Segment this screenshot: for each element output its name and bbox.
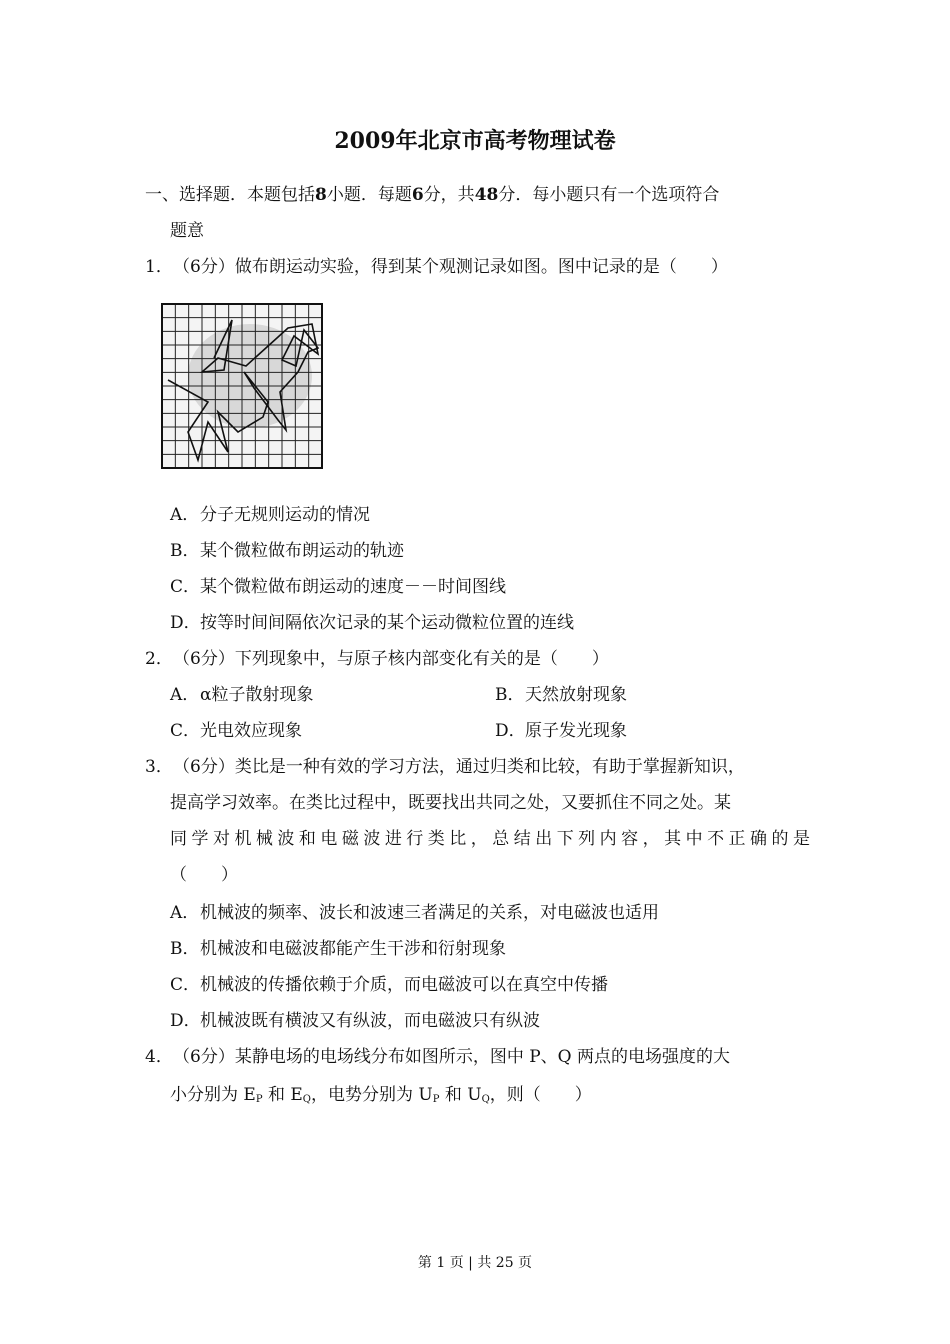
section-heading-cont: 题意 xyxy=(170,221,204,241)
section-text: 一、选择题．本题包括 xyxy=(145,185,315,205)
q1-option-d xyxy=(170,608,574,633)
section-points: 6 xyxy=(411,185,424,205)
option-text: 分子无规则运动的情况 xyxy=(200,505,370,525)
option-letter: D． xyxy=(170,1011,201,1031)
question-number: 1． xyxy=(145,257,173,277)
question-number: 4． xyxy=(145,1047,173,1067)
option-text: 某个微粒做布朗运动的轨迹 xyxy=(200,541,404,561)
q3-option-b xyxy=(170,934,506,959)
question-1 xyxy=(145,252,728,277)
q1-option-b xyxy=(170,536,404,561)
section-text: 分，共 xyxy=(423,185,475,205)
subscript: P xyxy=(255,1094,263,1105)
q2-option-c xyxy=(170,716,302,741)
q2-option-a xyxy=(170,680,313,705)
section-heading xyxy=(145,180,719,205)
option-text: 机械波的传播依赖于介质，而电磁波可以在真空中传播 xyxy=(200,975,608,995)
question-text: 和 E xyxy=(262,1085,303,1105)
option-text: 原子发光现象 xyxy=(525,721,627,741)
option-letter: B． xyxy=(170,939,200,959)
q2-option-d xyxy=(495,716,627,741)
question-text: （6分）下列现象中，与原子核内部变化有关的是（ ） xyxy=(173,649,609,669)
section-count: 8 xyxy=(315,185,327,205)
option-text: α粒子散射现象 xyxy=(200,685,314,705)
question-3-line-2: 提高学习效率。在类比过程中，既要找出共同之处，又要抓住不同之处。某 xyxy=(170,793,731,813)
option-letter: B． xyxy=(495,685,525,705)
subscript: P xyxy=(432,1094,440,1105)
q3-option-d xyxy=(170,1006,540,1031)
option-letter: A． xyxy=(170,903,200,923)
question-text: 小分别为 E xyxy=(170,1085,256,1105)
option-text: 光电效应现象 xyxy=(200,721,302,741)
question-text: 和 U xyxy=(439,1085,482,1105)
section-text: 小题．每题 xyxy=(326,185,412,205)
option-text: 机械波的频率、波长和波速三者满足的关系，对电磁波也适用 xyxy=(200,903,659,923)
option-text: 机械波和电磁波都能产生干涉和衍射现象 xyxy=(200,939,506,959)
option-letter: C． xyxy=(170,721,201,741)
question-3-line-3 xyxy=(170,824,810,849)
subscript: Q xyxy=(481,1094,490,1105)
question-text: ，则（ ） xyxy=(489,1085,592,1105)
question-text: （6分）某静电场的电场线分布如图所示，图中 P、Q 两点的电场强度的大 xyxy=(173,1047,730,1067)
question-3 xyxy=(145,752,745,777)
q2-option-b xyxy=(495,680,627,705)
question-4-line-2 xyxy=(170,1080,592,1105)
option-letter: B． xyxy=(170,541,200,561)
q3-option-c xyxy=(170,970,608,995)
option-letter: C． xyxy=(170,975,201,995)
option-text: 按等时间间隔依次记录的某个运动微粒位置的连线 xyxy=(200,613,574,633)
q3-option-a xyxy=(170,898,659,923)
question-number: 2． xyxy=(145,649,173,669)
option-letter: D． xyxy=(495,721,526,741)
option-text: 某个微粒做布朗运动的速度－－时间图线 xyxy=(200,577,506,597)
option-letter: C． xyxy=(170,577,201,597)
page-title: 2009年北京市高考物理试卷 xyxy=(334,128,616,154)
brownian-motion-figure xyxy=(158,302,326,472)
option-text: 天然放射现象 xyxy=(525,685,627,705)
option-letter: A． xyxy=(170,505,200,525)
question-3-line-4: （ ） xyxy=(170,865,238,885)
q1-option-c xyxy=(170,572,506,597)
q1-option-a xyxy=(170,500,370,525)
question-text: 同学对机械波和电磁波进行类比，总结出下列内容，其中不正确的是 xyxy=(170,829,810,849)
question-2 xyxy=(145,644,609,669)
option-letter: A． xyxy=(170,685,200,705)
question-number: 3． xyxy=(145,757,173,777)
page-footer: 第 1 页 | 共 25 页 xyxy=(417,1255,533,1271)
question-text: （6分）做布朗运动实验，得到某个观测记录如图。图中记录的是（ ） xyxy=(173,257,728,277)
section-total: 48 xyxy=(474,185,499,205)
section-text: 分．每小题只有一个选项符合 xyxy=(498,185,720,205)
question-text: ，电势分别为 U xyxy=(310,1085,433,1105)
option-letter: D． xyxy=(170,613,201,633)
question-text: （6分）类比是一种有效的学习方法，通过归类和比较，有助于掌握新知识， xyxy=(173,757,745,777)
option-text: 机械波既有横波又有纵波，而电磁波只有纵波 xyxy=(200,1011,540,1031)
question-4 xyxy=(145,1042,730,1067)
subscript: Q xyxy=(302,1094,311,1105)
